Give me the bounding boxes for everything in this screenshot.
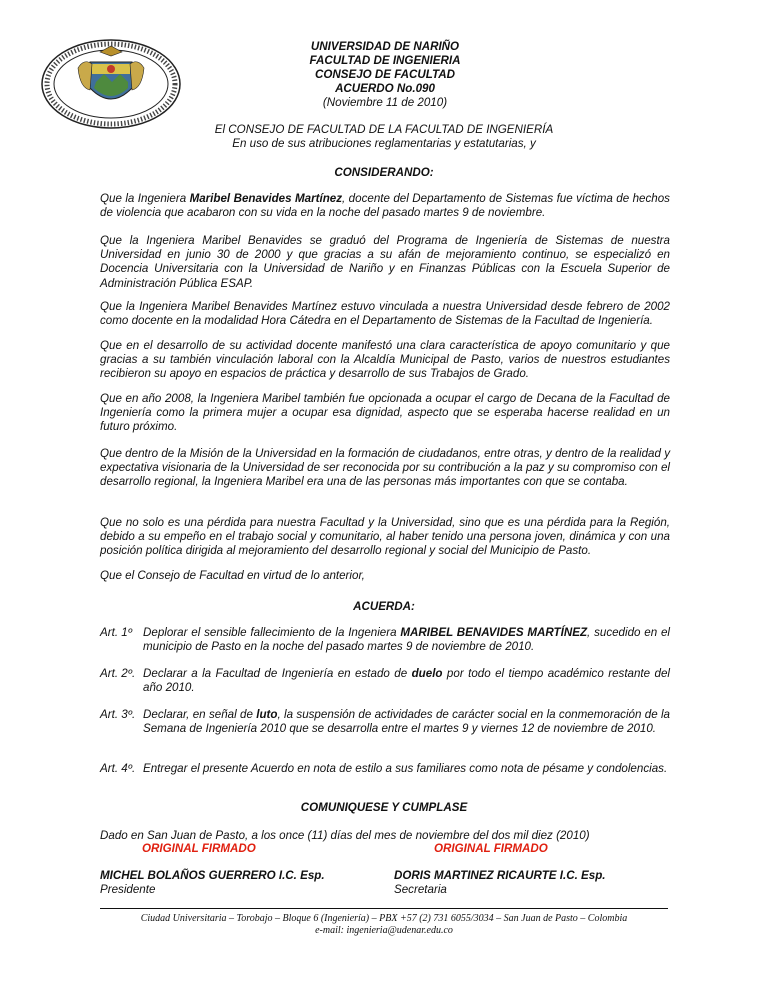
right-stamp: ORIGINAL FIRMADO: [434, 842, 548, 855]
president-role: Presidente: [100, 883, 156, 896]
article-1-post: , sucedido en el municipio de Pasto en la noche del pasado martes 9 de noviembre de 2010.: [143, 626, 671, 654]
article-3: [100, 708, 670, 736]
article-1-label: Art. 1º: [100, 626, 132, 639]
article-4-label: Art. 4º.: [100, 762, 136, 775]
considerando-title: CONSIDERANDO:: [334, 166, 434, 179]
secretary-role: Secretaria: [394, 883, 447, 896]
left-stamp: ORIGINAL FIRMADO: [142, 842, 256, 855]
article-3-pre: Declarar, en señal de: [143, 708, 257, 721]
paragraph-6: Que dentro de la Misión de la Universidad en la formación de ciudadanos, entre otras, y dentro de la realidad y expectativa visionaria de la Universidad de ser reconocida por su contribución a la paz y su compromiso con el desarrollo regional, la Ingeniera Maribel era una de las personas más importantes con que se contaba.: [100, 447, 670, 489]
paragraph-7: Que no solo es una pérdida para nuestra Facultad y la Universidad, sino que es una pérdida para la Región, debido a su empeño en el trabajo social y comunitario, al haber tenido una persona joven, dinámica y con una posición política dirigida al mejoramiento del desarrollo regional y social del Municipio de Pasto.: [100, 516, 670, 558]
footer-divider: [100, 908, 668, 909]
agreement-date: (Noviembre 11 de 2010): [322, 96, 448, 109]
footer-address: Ciudad Universitaria – Torobajo – Bloque 6 (Ingeniería) – PBX +57 (2) 731 6055/3034 – San Juan de Pasto – Colombia: [140, 913, 628, 924]
article-1: [100, 626, 670, 654]
article-3-post: , la suspensión de actividades de carácter social en la conmemoración de la Semana de Ingeniería 2010 que se desarrolla entre el martes 9 y viernes 12 de noviembre de 2010.: [143, 708, 670, 736]
paragraph-1: [100, 192, 670, 220]
acuerda-title: ACUERDA:: [353, 600, 415, 613]
article-4: [100, 762, 670, 776]
article-4-text: Entregar el presente Acuerdo en nota de estilo a sus familiares como nota de pésame y condolencias.: [143, 762, 668, 775]
intro-line-1: El CONSEJO DE FACULTAD DE LA FACULTAD DE INGENIERÍA: [214, 123, 554, 136]
paragraph-1-pre: Que la Ingeniera: [100, 192, 190, 205]
article-1-bold: MARIBEL BENAVIDES MARTÍNEZ: [400, 626, 588, 639]
article-1-text: [143, 626, 670, 654]
deceased-name: Maribel Benavides Martínez: [189, 192, 343, 205]
paragraph-4: Que en el desarrollo de su actividad docente manifestó una clara característica de apoyo comunitario y que gracias a su también vinculación laboral con la Alcaldía Municipal de Pasto, varios de nuestros estudiantes recibieron su apoyo en espacios de práctica y desarrollo de sus Trabajos de Grado.: [100, 339, 670, 381]
article-2: [100, 667, 670, 695]
paragraph-1-post: , docente del Departamento de Sistemas fue víctima de hechos de violencia que acabaron con su vida en la noche del pasado martes 9 de noviembre.: [100, 192, 670, 220]
article-3-bold: luto: [256, 708, 278, 721]
article-2-post: por todo el tiempo académico restante del año 2010.: [143, 667, 670, 695]
article-2-label: Art. 2º.: [100, 667, 136, 680]
article-3-text: [143, 708, 670, 736]
comuniquese-title: COMUNIQUESE Y CUMPLASE: [300, 801, 468, 814]
council-name: CONSEJO DE FACULTAD: [315, 68, 455, 81]
university-seal-icon: [40, 38, 182, 130]
president-name: MICHEL BOLAÑOS GUERRERO I.C. Esp.: [100, 869, 325, 882]
article-3-label: Art. 3º.: [100, 708, 136, 721]
document-header: [190, 40, 580, 110]
article-2-bold: duelo: [411, 667, 443, 680]
article-1-pre: Deplorar el sensible fallecimiento de la Ingeniera: [143, 626, 401, 639]
paragraph-3: Que la Ingeniera Maribel Benavides Martínez estuvo vinculada a nuestra Universidad desde febrero de 2002 como docente en la modalidad Hora Cátedra en el Departamento de Sistemas de la Facultad de Ingeniería.: [100, 300, 670, 328]
intro-line-2: En uso de sus atribuciones reglamentarias y estatutarias, y: [232, 137, 536, 150]
paragraph-5: Que en año 2008, la Ingeniera Maribel también fue opcionada a ocupar el cargo de Decana de la Facultad de Ingeniería como la primera mujer a ocupar esa dignidad, aspecto que se esperaba hacerse realidad en un futuro próximo.: [100, 392, 670, 434]
paragraph-8: Que el Consejo de Facultad en virtud de lo anterior,: [100, 569, 365, 582]
faculty-name: FACULTAD DE INGENIERIA: [309, 54, 461, 67]
university-name: UNIVERSIDAD DE NARIÑO: [310, 40, 460, 53]
article-2-text: [143, 667, 670, 695]
agreement-number: ACUERDO No.090: [335, 82, 435, 95]
dado-line: Dado en San Juan de Pasto, a los once (11) días del mes de noviembre del dos mil diez (2010): [100, 829, 590, 842]
paragraph-2: Que la Ingeniera Maribel Benavides se graduó del Programa de Ingeniería de Sistemas de nuestra Universidad en junio 30 de 2000 y que gracias a su afán de mejoramiento continuo, se especializó en Docencia Universitaria con la Universidad de Nariño y en Finanzas Públicas con la Escuela Superior de Administración Pública ESAP.: [100, 234, 670, 290]
article-2-pre: Declarar a la Facultad de Ingeniería en estado de: [143, 667, 412, 680]
intro: [100, 123, 668, 151]
footer-email: e-mail: ingenieria@udenar.edu.co: [315, 925, 453, 936]
secretary-name: DORIS MARTINEZ RICAURTE I.C. Esp.: [394, 869, 606, 882]
